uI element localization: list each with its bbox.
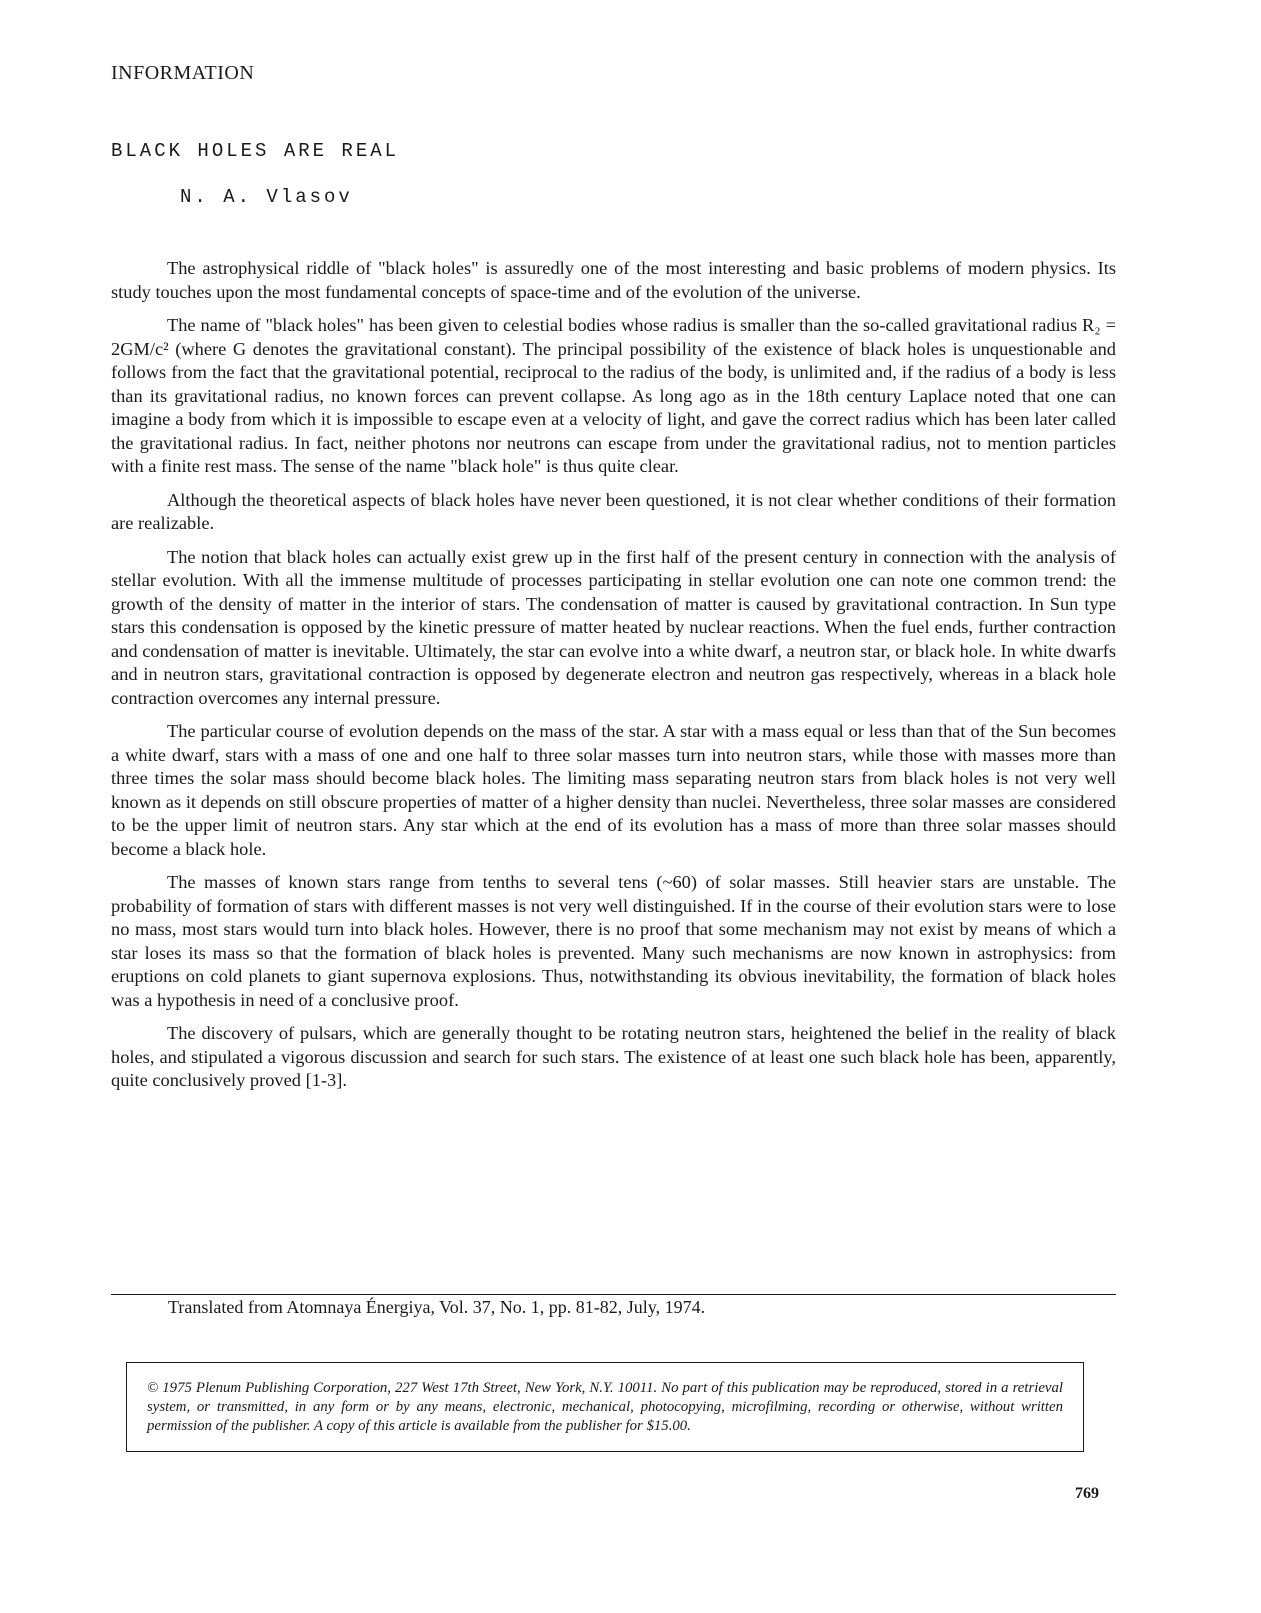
paragraph-2: The name of "black holes" has been given to celestial bodies whose radius is smaller than the so-called gravitational radius R₂ = 2GM/c² (where G denotes the gravitational constant). The principal possibility of the existence of black holes is unquestionable and follows from the fact that the gravitational potential, reciprocal to the radius of the body, is unlimited and, if the radius of a body is less than its gravitational radius, no known forces can prevent collapse. As long ago as in the 18th century Laplace noted that one can imagine a body from which it is impossible to escape even at a velocity of light, and gave the correct radius which has been later called the gravitational radius. In fact, neither photons nor neutrons can escape from under the gravitational radius, not to mention particles with a finite rest mass. The sense of the name "black hole" is thus quite clear. <box>111 315 1116 476</box>
article-author: N. A. Vlasov <box>180 186 353 208</box>
copyright-box <box>126 1362 1084 1452</box>
article-body <box>111 257 1116 1103</box>
section-heading: INFORMATION <box>111 62 255 84</box>
paragraph-6: The masses of known stars range from tenths to several tens (~60) of solar masses. Still heavier stars are unstable. The probability of formation of stars with different masses is not very well distinguished. If in the course of their evolution stars were to lose no mass, most stars would turn into black holes. However, there is no proof that some mechanism may not exist by means of which a star loses its mass so that the formation of black holes is prevented. Many such mechanisms are now known in astrophysics: from eruptions on cold planets to giant supernova explosions. Thus, notwithstanding its obvious inevitability, the formation of black holes was a hypothesis in need of a conclusive proof. <box>111 872 1116 1010</box>
translation-footnote: Translated from Atomnaya Énergiya, Vol. 37, No. 1, pp. 81-82, July, 1974. <box>168 1297 706 1317</box>
paragraph-5: The particular course of evolution depends on the mass of the star. A star with a mass equal or less than that of the Sun becomes a white dwarf, stars with a mass of one and one half to three solar masses turn into neutron stars, while those with masses more than three times the solar mass should become black holes. The limiting mass separating neutron stars from black holes is not very well known as it depends on still obscure properties of matter of a higher density than nuclei. Nevertheless, three solar masses are considered to be the upper limit of neutron stars. Any star which at the end of its evolution has a mass of more than three solar masses should become a black hole. <box>111 721 1116 859</box>
paragraph-7: The discovery of pulsars, which are generally thought to be rotating neutron stars, heightened the belief in the reality of black holes, and stipulated a vigorous discussion and search for such stars. The existence of at least one such black hole has been, apparently, quite conclusively proved [1-3]. <box>111 1023 1116 1090</box>
paragraph-4: The notion that black holes can actually exist grew up in the first half of the present century in connection with the analysis of stellar evolution. With all the immense multitude of processes participating in stellar evolution one can note one common trend: the growth of the density of matter in the interior of stars. The condensation of matter is caused by gravitational contraction. In Sun type stars this condensation is opposed by the kinetic pressure of matter heated by nuclear reactions. When the fuel ends, further contraction and condensation of matter is inevitable. Ultimately, the star can evolve into a white dwarf, a neutron star, or black hole. In white dwarfs and in neutron stars, gravitational contraction is opposed by degenerate electron and neutron gas respectively, whereas in a black hole contraction overcomes any internal pressure. <box>111 546 1116 708</box>
footnote-divider <box>111 1294 1116 1295</box>
paragraph-3: Although the theoretical aspects of black holes have never been questioned, it is not clear whether conditions of their formation are realizable. <box>111 489 1116 533</box>
page-number: 769 <box>1075 1485 1099 1502</box>
paragraph-1: The astrophysical riddle of "black holes" is assuredly one of the most interesting and basic problems of modern physics. Its study touches upon the most fundamental concepts of space-time and of the evolution of the universe. <box>111 258 1116 302</box>
copyright-notice: © 1975 Plenum Publishing Corporation, 227 West 17th Street, New York, N.Y. 10011. No part of this publication may be reproduced, stored in a retrieval system, or transmitted, in any form or by any means, electronic, mechanical, photocopying, microfilming, recording or otherwise, without written permission of the publisher. A copy of this article is available from the publisher for $15.00. <box>147 1380 1063 1434</box>
article-title: BLACK HOLES ARE REAL <box>111 140 400 162</box>
